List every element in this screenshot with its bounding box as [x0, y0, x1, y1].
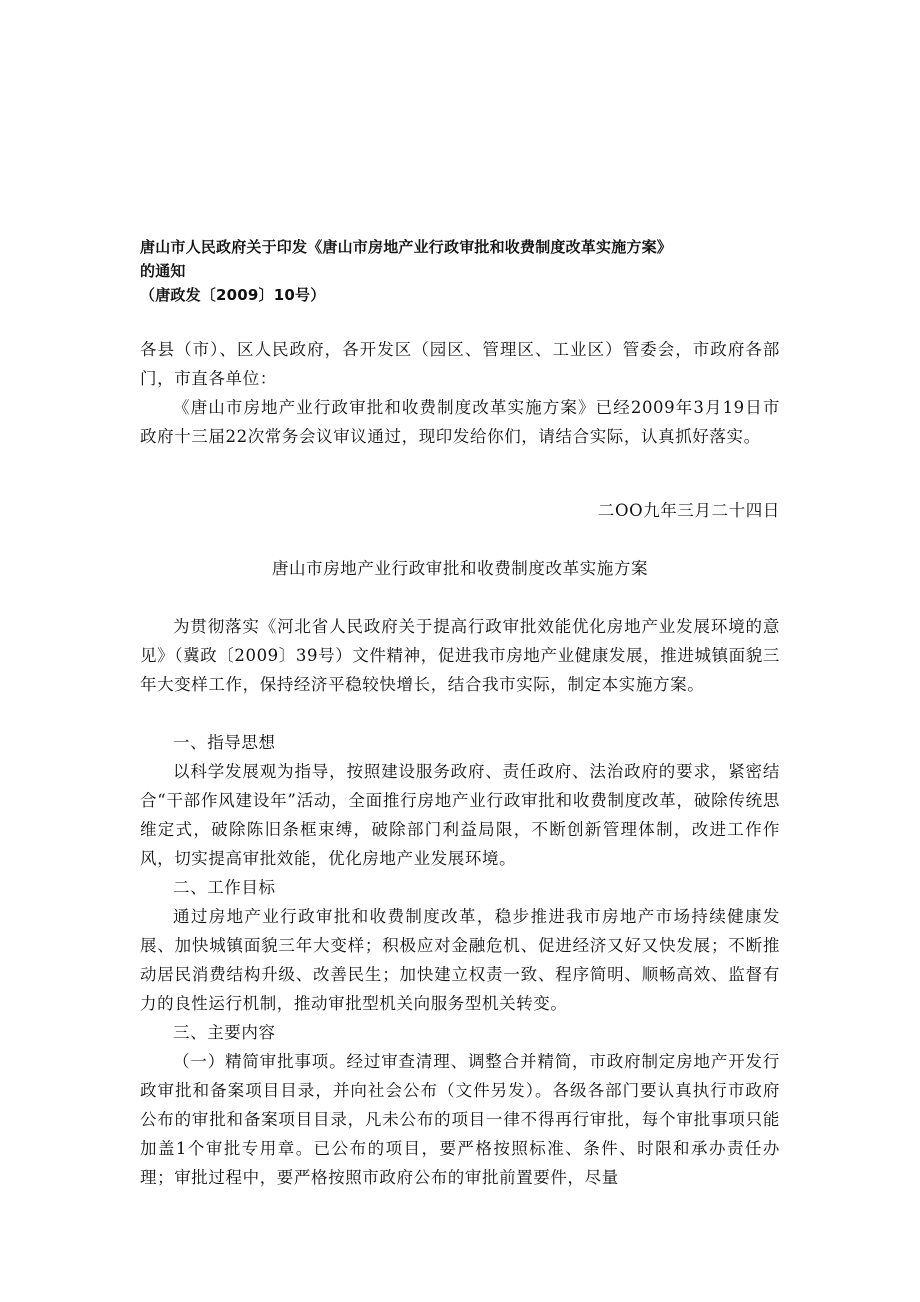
notice-title-line1: 唐山市人民政府关于印发《唐山市房地产业行政审批和收费制度改革实施方案》 [140, 238, 673, 256]
section3-heading: 三、主要内容 [173, 1023, 276, 1042]
intro-paragraph: 为贯彻落实《河北省人民政府关于提高行政审批效能优化房地产业发展环境的意见》（冀政〔2009〕39号）文件精神，促进我市房地产业健康发展，推进城镇面貌三年大变样工作，保持经济平稳较快增长，结合我市实际，制定本实施方案。 [140, 617, 780, 694]
addressees: 各县（市）、区人民政府，各开发区（园区、管理区、工业区）管委会，市政府各部门，市直各单位： [140, 340, 780, 388]
section1-body: 以科学发展观为指导，按照建设服务政府、责任政府、法治政府的要求，紧密结合“干部作风建设年”活动，全面推行房地产业行政审批和收费制度改革，破除传统思维定式，破除陈旧条框束缚，破除部门利益局限，不断创新管理体制，改进工作作风，切实提高审批效能，优化房地产业发展环境。 [140, 762, 780, 868]
section2-body: 通过房地产业行政审批和收费制度改革，稳步推进我市房地产市场持续健康发展、加快城镇面貌三年大变样；积极应对金融危机、促进经济又好又快发展；不断推动居民消费结构升级、改善民生；加快建立权责一致、程序简明、顺畅高效、监督有力的良性运行机制，推动审批型机关向服务型机关转变。 [140, 907, 780, 1013]
section1-heading: 一、指导思想 [173, 733, 276, 752]
issue-date: 二OO九年三月二十四日 [597, 501, 780, 520]
section3-item1: （一）精简审批事项。经过审查清理、调整合并精简，市政府制定房地产开发行政审批和备案项目目录，并向社会公布（文件另发）。各级各部门要认真执行市政府公布的审批和备案项目目录，凡未公布的项目一律不得再行审批，每个审批事项只能加盖1个审批专用章。已公布的项目，要严格按照标准、条件、时限和承办责任办理；审批过程中，要严格按照市政府公布的审批前置要件，尽量 [140, 1052, 780, 1187]
section2-heading: 二、工作目标 [173, 878, 276, 897]
notice-body: 《唐山市房地产业行政审批和收费制度改革实施方案》已经2009年3月19日市政府十三届22次常务会议审议通过，现印发给你们，请结合实际，认真抓好落实。 [140, 398, 780, 446]
plan-title: 唐山市房地产业行政审批和收费制度改革实施方案 [271, 559, 649, 578]
notice-title-line2: 的通知 [140, 262, 186, 280]
document-number: （唐政发〔2009〕10号） [140, 286, 326, 304]
